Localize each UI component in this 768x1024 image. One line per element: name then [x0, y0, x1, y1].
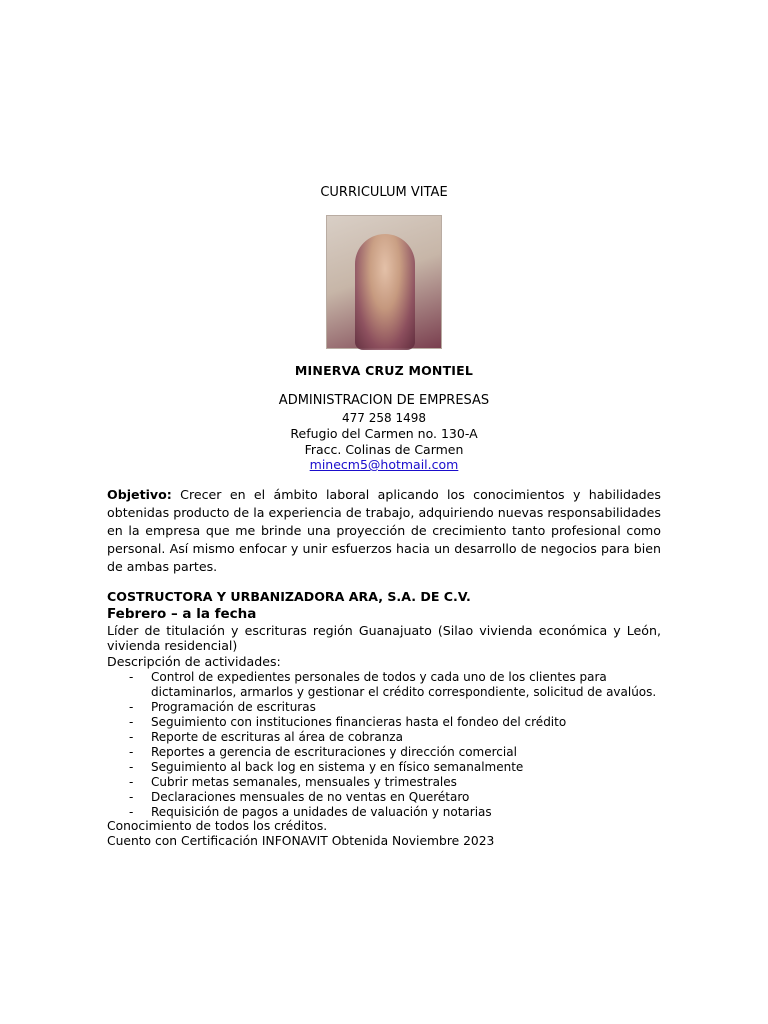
certification-line: Cuento con Certificación INFONAVIT Obtenida Noviembre 2023: [107, 834, 495, 848]
list-item: [107, 700, 667, 715]
activity-text: Cubrir metas semanales, mensuales y trimestrales: [151, 775, 457, 789]
activity-text: Declaraciones mensuales de no ventas en Querétaro: [151, 790, 470, 804]
email-link[interactable]: minecm5@hotmail.com: [309, 457, 459, 472]
objective-label: Objetivo:: [107, 487, 172, 502]
job-role: Líder de titulación y escrituras región Guanajuato (Silao vivienda económica y León, vivienda residencial): [107, 623, 661, 653]
activity-text: Seguimiento con instituciones financieras hasta el fondeo del crédito: [151, 715, 567, 729]
activity-text: Control de expedientes personales de todos y cada uno de los clientes para dictaminarlos, armarlos y gestionar el crédito correspondiente, solicitud de avalúos.: [151, 670, 657, 699]
activity-text: Seguimiento al back log en sistema y en físico semanalmente: [151, 760, 524, 774]
bullet-dash: -: [129, 670, 134, 684]
activity-text: Reporte de escrituras al área de cobranza: [151, 730, 403, 744]
bullet-dash: -: [129, 760, 134, 774]
list-item: [107, 745, 667, 760]
career-title: ADMINISTRACION DE EMPRESAS: [278, 393, 490, 408]
employment-period: Febrero – a la fecha: [107, 606, 257, 622]
bullet-dash: -: [129, 805, 134, 819]
bullet-dash: -: [129, 745, 134, 759]
list-item: [107, 790, 667, 805]
address-line-2: Fracc. Colinas de Carmen: [304, 441, 464, 457]
activities-list: [107, 670, 667, 820]
candidate-name: MINERVA CRUZ MONTIEL: [294, 363, 474, 378]
list-item: [107, 715, 667, 730]
list-item: [107, 805, 667, 820]
photo-placeholder: [355, 234, 415, 350]
contact-block: [0, 393, 768, 473]
activity-text: Programación de escrituras: [151, 700, 316, 714]
list-item: [107, 775, 667, 790]
address-line-1: Refugio del Carmen no. 130-A: [290, 426, 478, 441]
activity-text: Requisición de pagos a unidades de valuación y notarias: [151, 805, 492, 819]
objective-paragraph: [107, 486, 661, 576]
company-name: COSTRUCTORA Y URBANIZADORA ARA, S.A. DE C.V.: [107, 589, 471, 604]
phone-number: 477 258 1498: [342, 410, 426, 425]
credits-knowledge: Conocimiento de todos los créditos.: [107, 819, 328, 833]
activities-heading: Descripción de actividades:: [107, 654, 281, 669]
activity-text: Reportes a gerencia de escrituraciones y dirección comercial: [151, 745, 517, 759]
bullet-dash: -: [129, 730, 134, 744]
profile-photo: [326, 215, 442, 349]
list-item: [107, 760, 667, 775]
closing-lines: [107, 819, 494, 849]
bullet-dash: -: [129, 775, 134, 789]
list-item: [107, 670, 667, 700]
bullet-dash: -: [129, 715, 134, 729]
objective-text: Crecer en el ámbito laboral aplicando los conocimientos y habilidades obtenidas producto de la experiencia de trabajo, adquiriendo nuevas responsabilidades en la empresa que me brinde una proyección de crecimiento tanto profesional como personal. Así mismo enfocar y unir esfuerzos hacia un desarrollo de negocios para bien de ambas partes.: [107, 487, 661, 574]
bullet-dash: -: [129, 700, 134, 714]
bullet-dash: -: [129, 790, 134, 804]
list-item: [107, 730, 667, 745]
document-title: CURRICULUM VITAE: [320, 185, 448, 200]
